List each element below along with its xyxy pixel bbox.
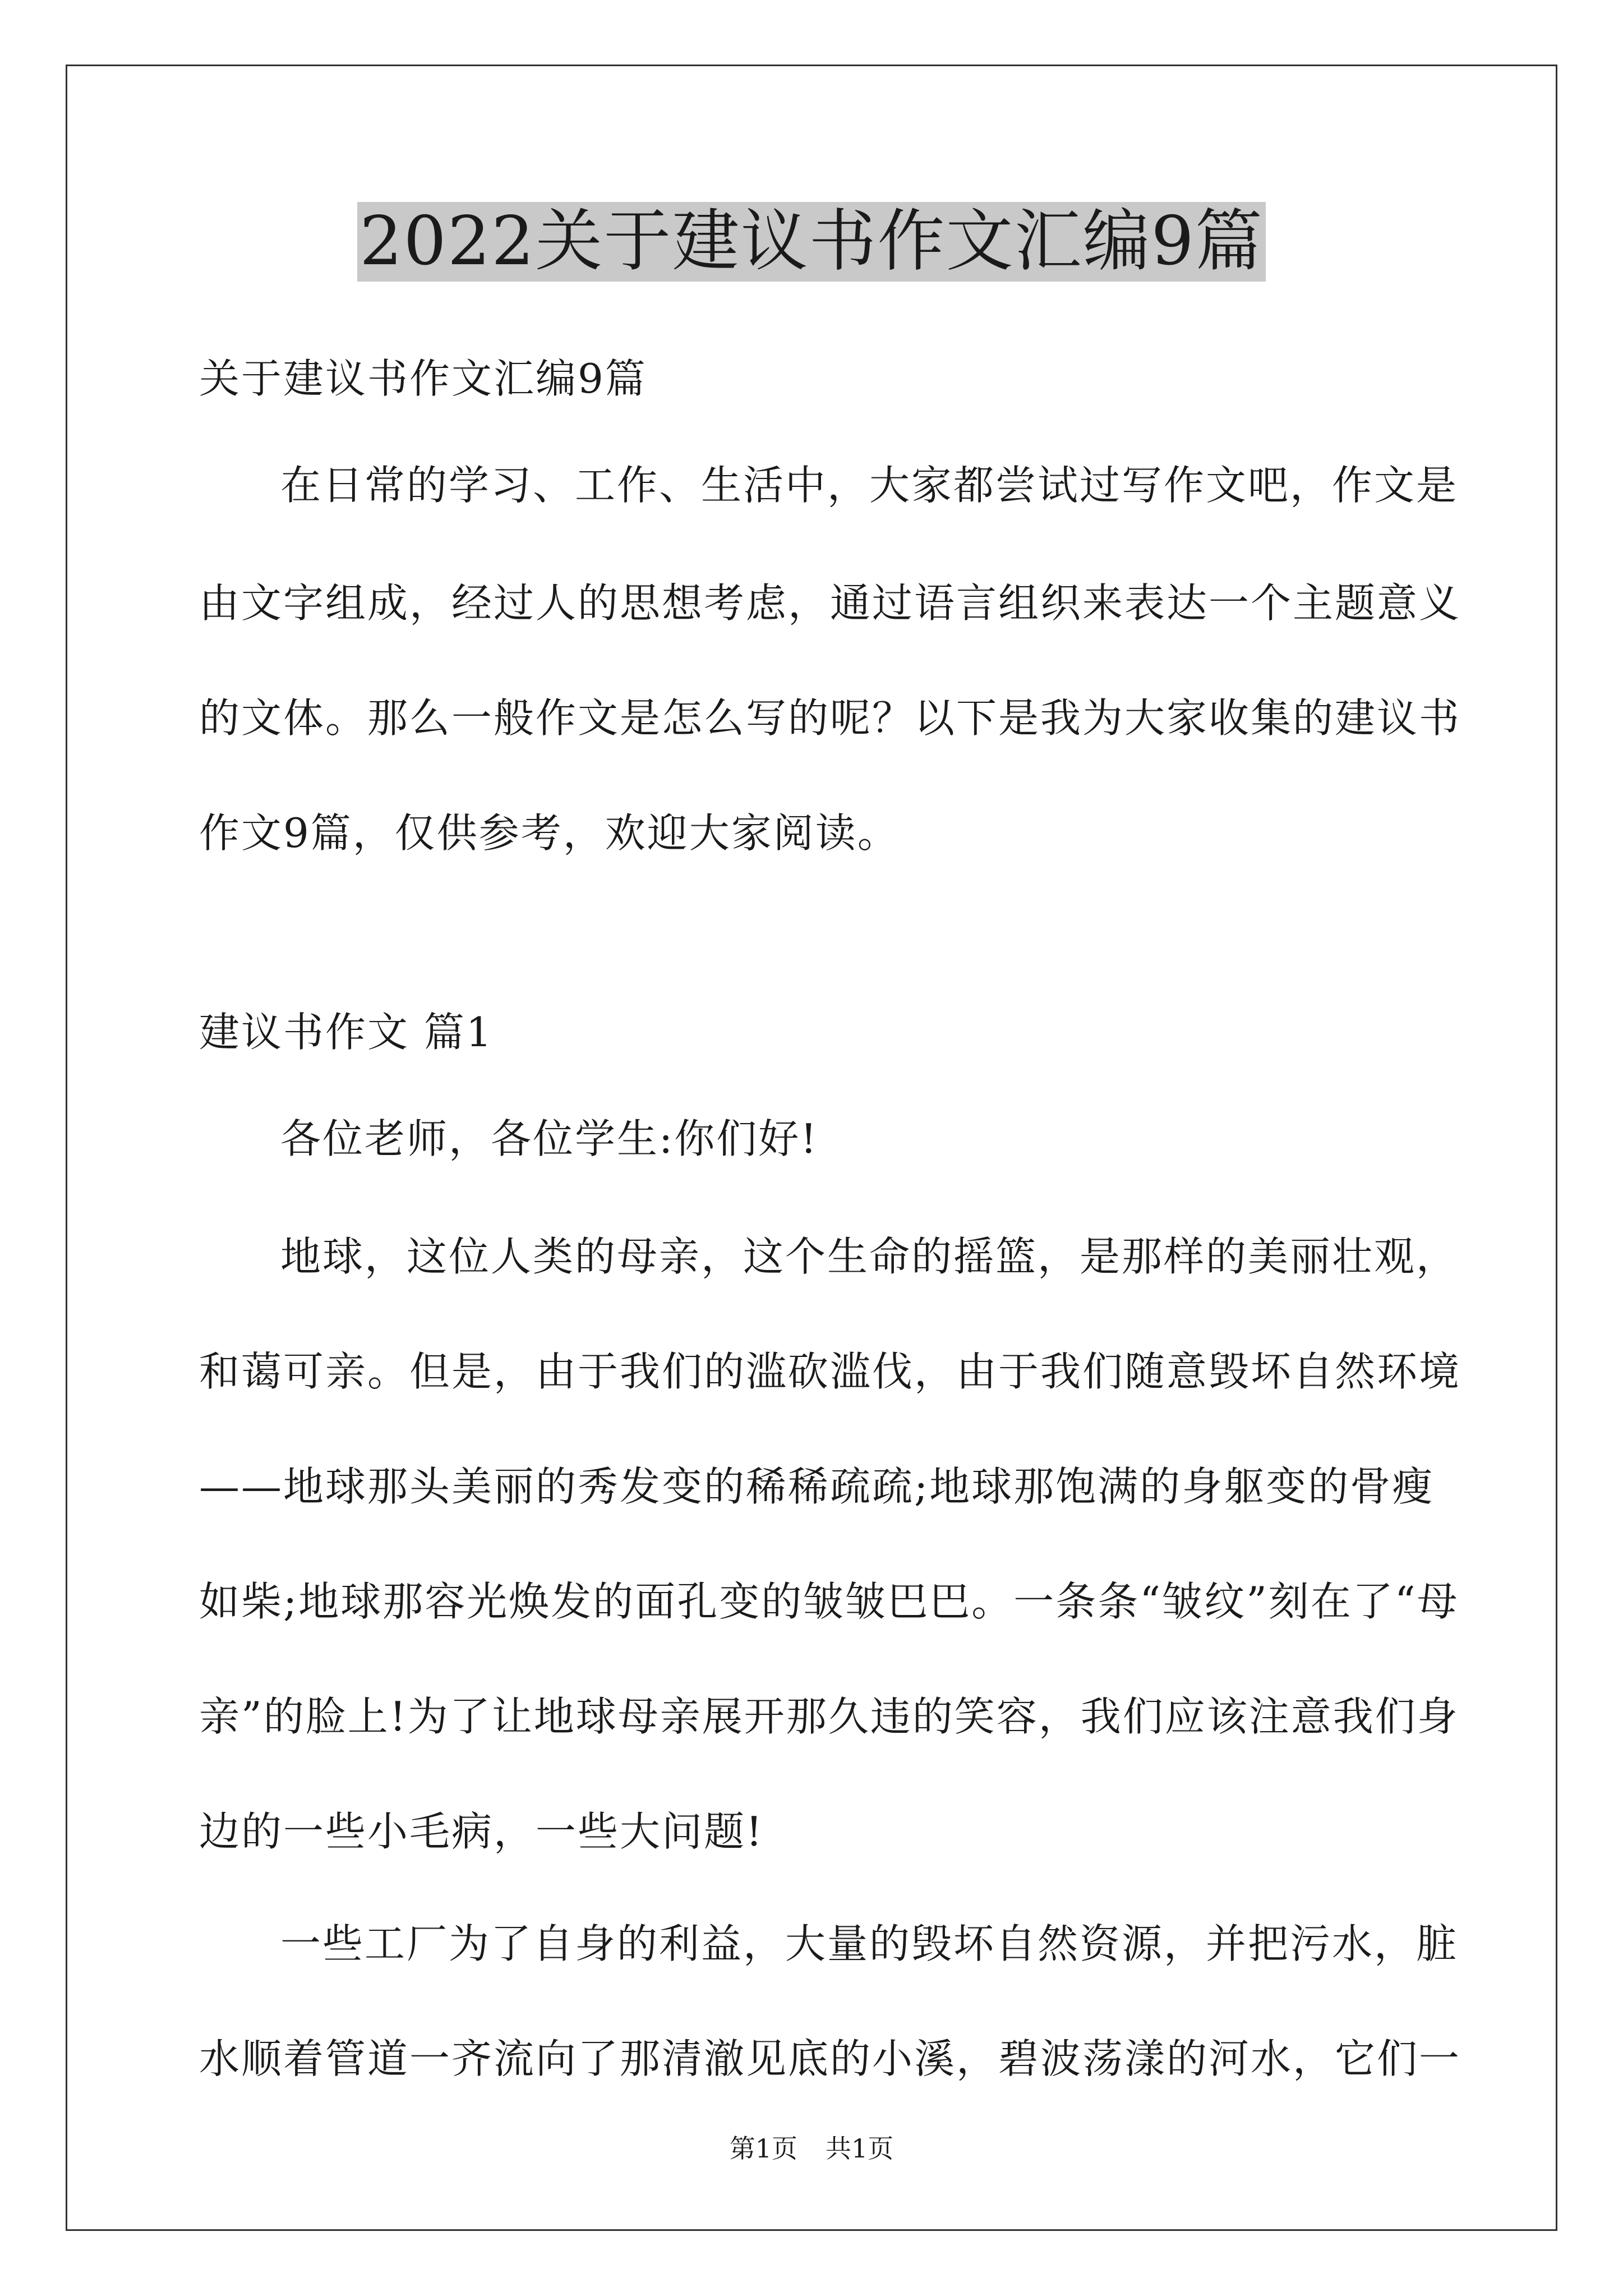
intro-line-1: 在日常的学习、工作、生活中，大家都尝试过写作文吧，作文是 <box>280 462 1459 509</box>
page-total: 共1页 <box>826 2133 894 2164</box>
title-block <box>0 202 1623 282</box>
paragraph1-line-6: 边的一些小毛病，一些大问题! <box>199 1808 764 1855</box>
paragraph2-line-2: 水顺着管道一齐流向了那清澈见底的小溪，碧波荡漾的河水，它们一 <box>199 2035 1461 2082</box>
intro-line-3: 的文体。那么一般作文是怎么写的呢？以下是我为大家收集的建议书 <box>199 694 1461 742</box>
page-footer <box>0 2132 1623 2165</box>
document-title: 2022关于建议书作文汇编9篇 <box>357 202 1266 282</box>
intro-line-2: 由文字组成，经过人的思想考虑，通过语言组织来表达一个主题意义 <box>199 579 1461 627</box>
document-subtitle: 关于建议书作文汇编9篇 <box>199 355 647 402</box>
intro-line-4: 作文9篇，仅供参考，欢迎大家阅读。 <box>199 809 900 857</box>
paragraph2-line-1: 一些工厂为了自身的利益，大量的毁坏自然资源，并把污水，脏 <box>280 1920 1459 1967</box>
paragraph1-line-1: 地球，这位人类的母亲，这个生命的摇篮，是那样的美丽壮观， <box>280 1233 1459 1280</box>
paragraph1-line-3: ——地球那头美丽的秀发变的稀稀疏疏;地球那饱满的身躯变的骨瘦 <box>199 1463 1435 1510</box>
paragraph1-line-4: 如柴;地球那容光焕发的面孔变的皱皱巴巴。一条条“皱纹”刻在了“母 <box>199 1578 1459 1625</box>
paragraph1-line-2: 和蔼可亲。但是，由于我们的滥砍滥伐，由于我们随意毁坏自然环境 <box>199 1348 1461 1395</box>
page-number: 第1页 <box>729 2133 797 2164</box>
greeting-line: 各位老师，各位学生:你们好! <box>280 1115 819 1162</box>
section-heading: 建议书作文 篇1 <box>199 1009 494 1056</box>
paragraph1-line-5: 亲”的脸上!为了让地球母亲展开那久违的笑容，我们应该注意我们身 <box>199 1693 1459 1740</box>
